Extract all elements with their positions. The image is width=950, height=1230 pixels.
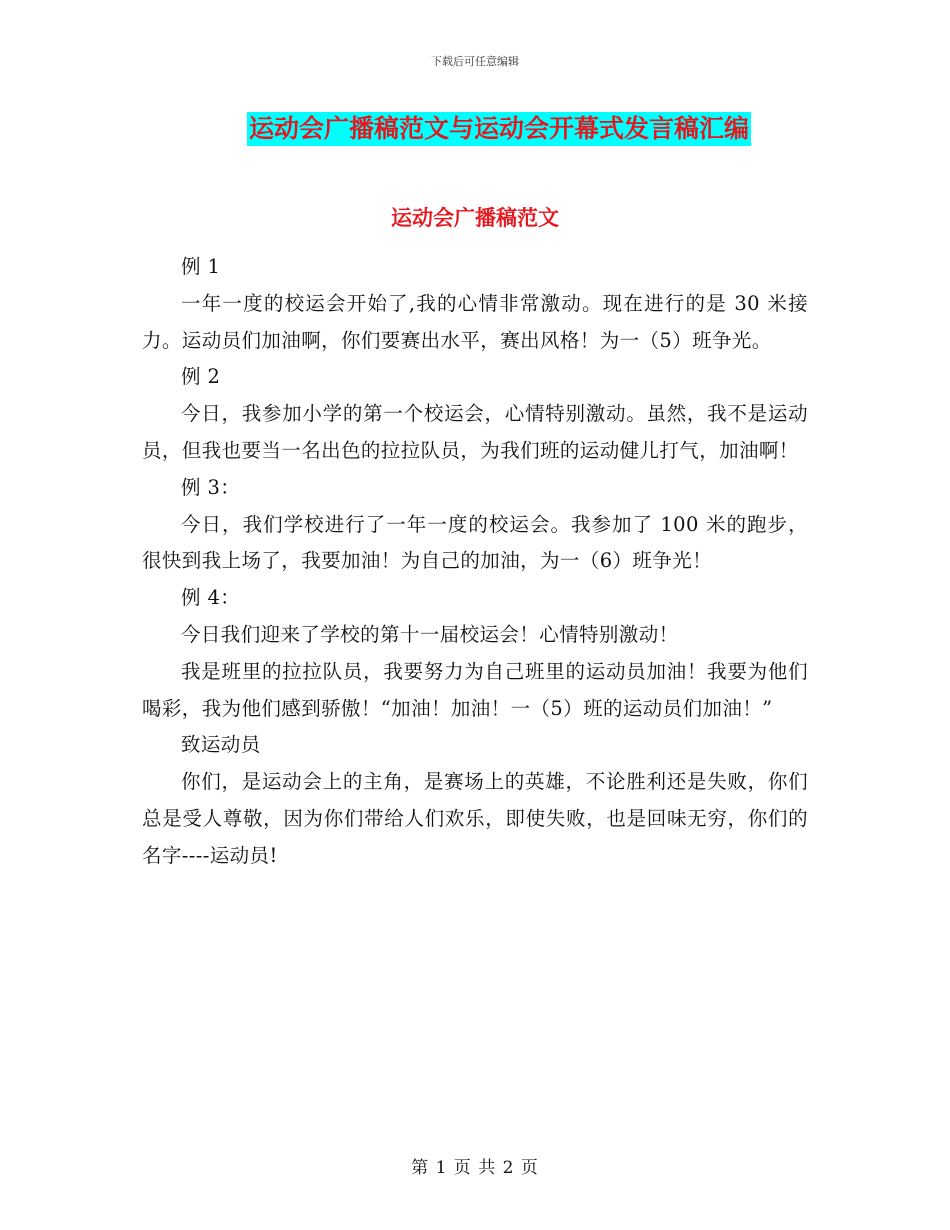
paragraph: 你们，是运动会上的主角，是赛场上的英雄，不论胜利还是失败，你们总是受人尊敬，因为你们带给人们欢乐，即使失败，也是回味无穷，你们的名字----运动员! [142, 770, 808, 867]
to-athletes-label: 致运动员 [181, 733, 261, 757]
example-1-label: 例 1 [181, 255, 221, 278]
page-footer: 第 1 页 共 2 页 [411, 1158, 539, 1178]
example-4-label: 例 4： [181, 586, 241, 610]
paragraph: 今日我们迎来了学校的第十一届校运会！心情特别激动！ [181, 622, 679, 646]
paragraph: 一年一度的校运会开始了,我的心情非常激动。现在进行的是 30 米接力。运动员们加油啊，你们要赛出水平，赛出风格！为一（5）班争光。 [142, 291, 808, 352]
example-3-label: 例 3： [181, 475, 241, 499]
section-title: 运动会广播稿范文 [391, 206, 559, 230]
paragraph: 今日，我参加小学的第一个校运会，心情特别激动。虽然，我不是运动员，但我也要当一名出色的拉拉队员，为我们班的运动健儿打气，加油啊！ [142, 402, 808, 462]
paragraph: 我是班里的拉拉队员，我要努力为自己班里的运动员加油！我要为他们喝彩，我为他们感到骄傲！“加油！加油！一（5）班的运动员们加油！” [142, 659, 808, 720]
example-2-label: 例 2 [181, 365, 221, 389]
paragraph: 今日，我们学校进行了一年一度的校运会。我参加了 100 米的跑步，很快到我上场了，我要加油！为自己的加油，为一（6）班争光！ [142, 512, 808, 573]
document-body [142, 249, 808, 875]
main-title: 运动会广播稿范文与运动会开幕式发言稿汇编 [247, 112, 751, 146]
main-title-container [0, 112, 950, 146]
header-note: 下载后可任意编辑 [431, 55, 519, 68]
